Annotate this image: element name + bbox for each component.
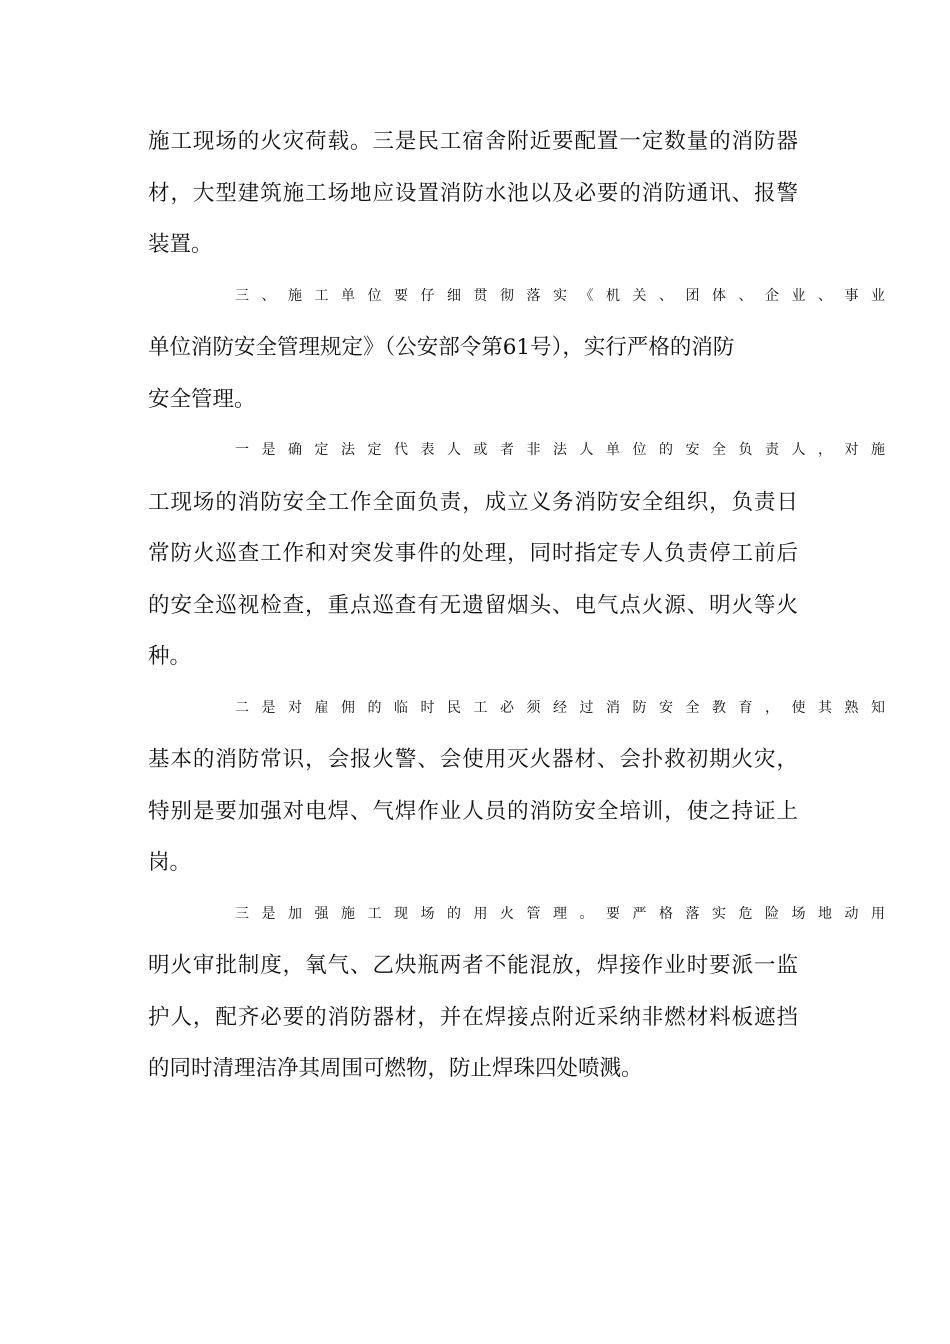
text-line: 基本的消防常识，会报火警、会使用灭火器材、会扑救初期火灾， [148,747,798,772]
text-line: 的同时清理洁净其周围可燃物，防止焊珠四处喷溅。 [148,1056,643,1081]
text-line: 岗。 [148,850,192,875]
text-line: 二是对雇佣的临时民工必须经过消防安全教育，使其熟知 [235,699,885,716]
text-line: 施工现场的火灾荷载。三是民工宿舍附近要配置一定数量的消防器 [148,129,798,154]
text-line: 特别是要加强对电焊、气焊作业人员的消防安全培训，使之持证上 [148,798,798,824]
text-line: 一是确定法定代表人或者非法人单位的安全负责人，对施 [235,442,885,458]
document-body [148,116,885,1095]
text-line: 装置。 [148,232,213,257]
text-line: 单位消防安全管理规定》（公安部令第61号），实行严格的消防 [148,335,735,360]
text-line: 护人，配齐必要的消防器材，并在焊接点附近采纳非燃材料板遮挡 [148,1004,798,1030]
text-line: 常防火巡查工作和对突发事件的处理，同时指定专人负责停工前后 [148,541,798,566]
text-line: 工现场的消防安全工作全面负责，成立义务消防安全组织，负责日 [148,489,798,515]
text-line: 种。 [148,644,192,669]
text-line: 三是加强施工现场的用火管理。要严格落实危险场地动用 [235,905,885,922]
text-line: 的安全巡视检查，重点巡查有无遗留烟头、电气点火源、明火等火 [148,592,798,618]
text-line: 安全管理。 [148,386,256,412]
text-line: 材，大型建筑施工场地应设置消防水池以及必要的消防通讯、报警 [148,180,798,206]
text-line: 明火审批制度，氧气、乙炔瓶两者不能混放，焊接作业时要派一监 [148,953,798,978]
text-line: 三、施工单位要仔细贯彻落实《机关、团体、企业、事业 [235,287,885,304]
